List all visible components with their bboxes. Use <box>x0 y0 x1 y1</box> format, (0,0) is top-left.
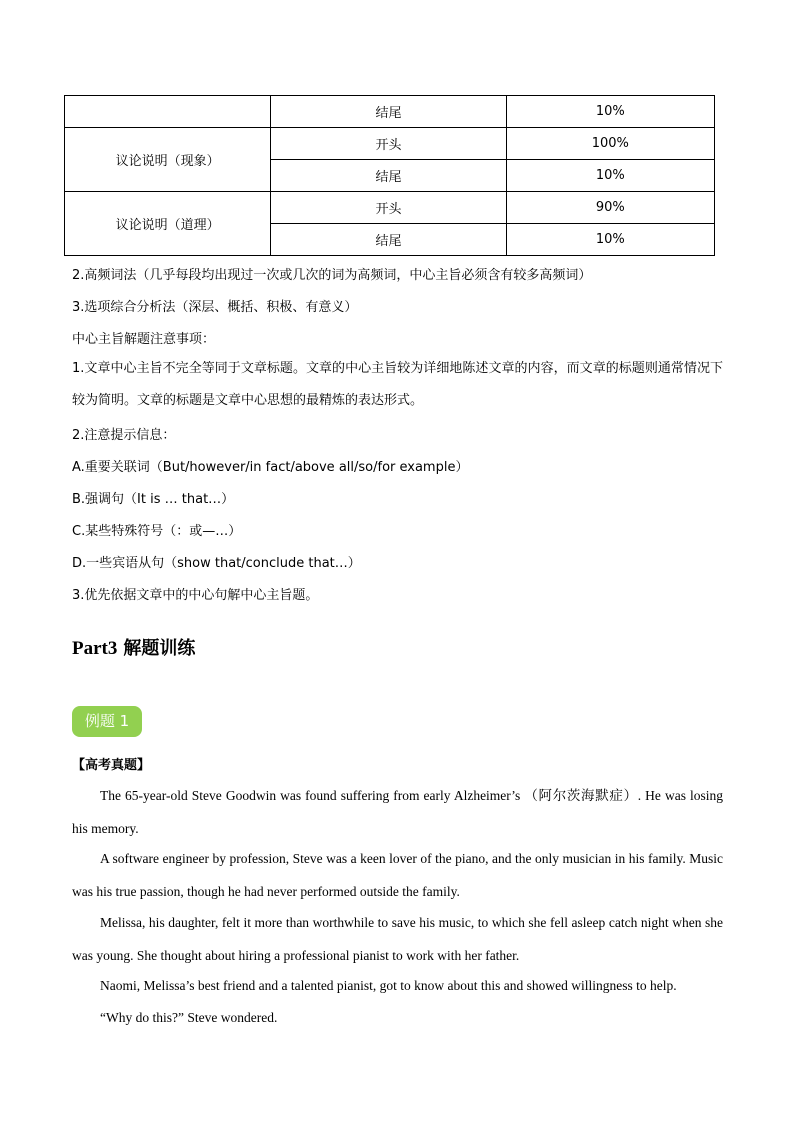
table-cell-position: 结尾 <box>271 160 506 192</box>
table-cell-percent: 10% <box>506 96 714 128</box>
example-badge: 例题 1 <box>72 706 142 737</box>
table-cell-percent: 10% <box>506 224 714 256</box>
passage-text-1: The 65-year-old Steve Goodwin was found suffering from early Alzheimer’s （阿尔茨海默症）. He was losing his memory. <box>72 788 723 836</box>
table-cell-percent: 10% <box>506 160 714 192</box>
passage-text-3: Melissa, his daughter, felt it more than worthwhile to save his music, to which she fell asleep catch night when she was young. She thought about hiring a professional pianist to work with her father. <box>72 915 723 963</box>
note-item-3: 3.优先依据文章中的中心句解中心主旨题。 <box>72 588 319 603</box>
table-cell-position: 开头 <box>271 128 506 160</box>
method-item-2: 2.高频词法（几乎每段均出现过一次或几次的词为高频词，中心主旨必须含有较多高频词） <box>72 268 592 283</box>
passage-paragraph-3 <box>72 907 723 973</box>
table-row <box>65 192 715 224</box>
table-row <box>65 96 715 128</box>
passage-text-4: Naomi, Melissa’s best friend and a talented pianist, got to know about this and showed willingness to help. <box>100 978 677 993</box>
part-heading: 解题训练 <box>123 638 196 659</box>
table-row <box>65 128 715 160</box>
passage-paragraph-4 <box>72 970 723 1003</box>
table-cell-category: 议论说明（现象） <box>65 128 271 192</box>
note-item-d: D.一些宾语从句（show that/conclude that…） <box>72 556 361 571</box>
table-cell-position: 结尾 <box>271 224 506 256</box>
table-cell-position: 结尾 <box>271 96 506 128</box>
passage-text-2: A software engineer by profession, Steve was a keen lover of the piano, and the only musician in his family. Music was his true passion, though he had never performed outside the family. <box>72 851 723 899</box>
note-item-1: 1.文章中心主旨不完全等同于文章标题。文章的中心主旨较为详细地陈述文章的内容，而文章的标题则通常情况下较为简明。文章的标题是文章中心思想的最精炼的表达形式。 <box>72 361 723 408</box>
note-item-2: 2.注意提示信息： <box>72 428 176 443</box>
notes-heading: 中心主旨解题注意事项： <box>72 332 216 347</box>
passage-paragraph-5 <box>72 1002 723 1035</box>
part-label: Part3 <box>72 638 118 659</box>
passage-paragraph-1 <box>72 780 723 846</box>
note-item-b: B.强调句（It is … that…） <box>72 492 235 507</box>
note-item-c: C.某些特殊符号（：或—…） <box>72 524 242 539</box>
passage-text-5: “Why do this?” Steve wondered. <box>100 1010 278 1025</box>
method-item-3: 3.选项综合分析法（深层、概括、积极、有意义） <box>72 300 358 315</box>
passage-paragraph-2 <box>72 843 723 909</box>
table-cell-category: 议论说明（道理） <box>65 192 271 256</box>
table-cell-percent: 100% <box>506 128 714 160</box>
table-cell-percent: 90% <box>506 192 714 224</box>
exam-subhead: 【高考真题】 <box>72 758 151 773</box>
note-item-a: A.重要关联词（But/however/in fact/above all/so/for example） <box>72 460 469 475</box>
table-cell-position: 开头 <box>271 192 506 224</box>
table-cell-category <box>65 96 271 128</box>
position-ratio-table <box>64 95 715 256</box>
part-title <box>72 634 195 660</box>
